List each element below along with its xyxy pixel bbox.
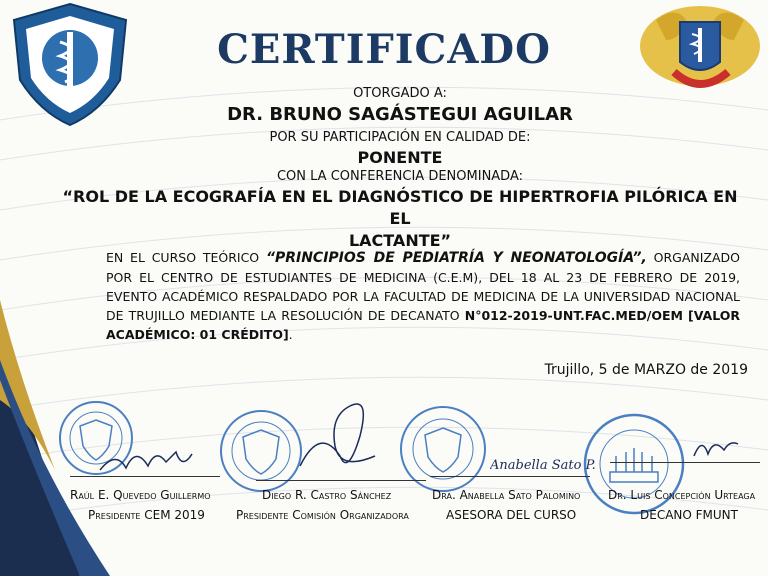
conference-title-line2: LACTANTE” <box>348 231 452 250</box>
signature-1 <box>96 440 196 480</box>
signatory-name-2: Diego R. Castro Sánchez <box>262 488 392 502</box>
awarded-to-label: OTORGADO A: <box>353 86 447 101</box>
recipient-name: DR. BRUNO SAGÁSTEGUI AGUILAR <box>227 104 573 125</box>
issue-date: Trujillo, 5 de MARZO de 2019 <box>544 362 748 378</box>
signatory-role-2: Presidente Comisión Organizadora <box>236 508 409 522</box>
paragraph-intro: EN EL CURSO TEÓRICO <box>106 250 266 265</box>
participation-label: POR SU PARTICIPACIÓN EN CALIDAD DE: <box>269 130 531 145</box>
signatory-role-3: ASESORA DEL CURSO <box>446 508 577 522</box>
signatory-name-4: Dr. Luis Concepción Urteaga <box>608 488 756 502</box>
signature-3: Anabella Sato P. <box>490 458 596 473</box>
signature-line <box>70 476 220 477</box>
signature-line <box>610 462 760 463</box>
signature-2 <box>290 396 380 482</box>
description-paragraph <box>106 248 740 344</box>
conference-label: CON LA CONFERENCIA DENOMINADA: <box>276 169 524 184</box>
signature-line <box>430 476 590 477</box>
certificate-title: CERTIFICADO <box>217 26 551 73</box>
conference-title-line1: “ROL DE LA ECOGRAFÍA EN EL DIAGNÓSTICO DE HIPERTROFIA PILÓRICA EN EL <box>62 187 738 228</box>
signatory-role-4: DECANO FMUNT <box>640 508 738 522</box>
signatory-name-3: Dra. Anabella Sato Palomino <box>432 488 581 502</box>
conference-title <box>60 186 740 252</box>
signature-line <box>256 480 426 481</box>
signature-4 <box>690 432 740 462</box>
signatory-role-1: Presidente CEM 2019 <box>88 508 205 522</box>
course-name: “PRINCIPIOS DE PEDIATRÍA Y NEONATOLOGÍA”, <box>265 250 647 266</box>
academic-value: [VALOR ACADÉMICO: 01 CRÉDITO] <box>106 308 740 342</box>
participation-role: PONENTE <box>357 148 443 167</box>
signatory-name-1: Raúl E. Quevedo Guillermo <box>70 488 211 502</box>
resolution-number: N°012-2019-UNT.FAC.MED/OEM <box>464 308 683 323</box>
paragraph-end: . <box>288 327 293 342</box>
paragraph-body: ORGANIZADO POR EL CENTRO DE ESTUDIANTES DE MEDICINA (C.E.M), DEL 18 AL 23 DE FEBRERO DE 2019, EVENTO ACADÉMICO RESPALDADO POR LA FACULTAD DE MEDICINA DE LA UNIVERSIDAD NACIONAL DE TRUJILLO MEDIANTE LA RESOLUCIÓN DE DECANATO <box>106 250 741 323</box>
